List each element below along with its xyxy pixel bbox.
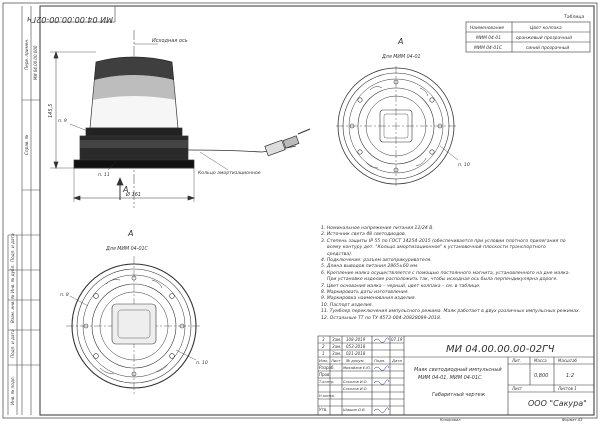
label-ref: Справ. №: [24, 134, 29, 155]
note-6: 6. Крепление маяка осуществляется с помощью постоянного магнита, установленного на дне маяка.: [321, 270, 571, 276]
view-arrow-label: A: [123, 185, 129, 194]
note-4: 4. Подключение: разъем автоприкуривателя.: [321, 258, 432, 264]
rev-header-3: Подп.: [374, 358, 386, 363]
designation: МИ 04.00.00.00-02ГЧ: [446, 344, 555, 355]
role-6-person: Шашин О.В.: [343, 408, 366, 412]
rev-row-3-type: Зам.: [332, 351, 342, 356]
rev-row-2-num: 2: [322, 344, 325, 349]
diameter-dim: Ø 161: [126, 192, 142, 198]
product-name-3: Габаритный чертеж: [432, 392, 486, 398]
table-caption: Таблица: [564, 15, 585, 20]
rev-row-3-num: 1: [322, 351, 325, 356]
note-10: 10. Паспорт изделия.: [321, 302, 374, 308]
label-sign-date: Подп. и дата: [10, 233, 15, 262]
top-stamp: МИ 04.00.00.00-02Гч: [26, 15, 113, 24]
first-use-value: МИ 04.00.00.000: [33, 45, 38, 80]
role-5: Н.контр.: [319, 394, 336, 398]
footer-copied: Копировал: [440, 418, 461, 422]
product-name-1: Маяк светодиодный импульсный: [414, 367, 502, 373]
role-6: Утв.: [319, 407, 328, 412]
ring-label: Кольцо амортизационное: [198, 171, 261, 176]
side-view: [50, 30, 310, 208]
rev-row-1-type: Зам.: [332, 337, 342, 342]
footer-format: Формат А3: [562, 418, 583, 422]
mass-value: 0,800: [534, 373, 549, 379]
col-mass: Масса: [534, 358, 547, 363]
note-9: 9. Маркировка наименования изделия.: [321, 296, 417, 302]
role-1-person: Михайлов Е.Ю.: [343, 366, 372, 370]
role-4-person: Соколов И.О.: [343, 387, 368, 391]
table-row-1-color: оранжевый прозрачный: [516, 36, 572, 41]
signatures: [374, 338, 389, 413]
note-7: 7. Цвет основания маяка – черный, цвет колпака – см. в таблице.: [321, 283, 481, 289]
view-a-top-callout-10: п. 10: [458, 163, 470, 168]
role-3-person: Соколов И.О.: [343, 380, 368, 384]
note-2: 2. Источник света 48 светодиодов.: [321, 232, 407, 238]
callout-11: п. 11: [98, 173, 110, 178]
label-inv-replace: Взам. инв. №: [10, 294, 15, 323]
role-3: Т.контр.: [319, 380, 335, 384]
label-first-use: Перв. примен.: [24, 38, 29, 70]
sheets-label: Листов 1: [558, 386, 577, 391]
rev-header-0: Изм.: [319, 358, 328, 363]
rev-row-1-num: 3: [322, 337, 325, 342]
rev-row-2-doc: 053-2018: [346, 344, 366, 349]
roles: [319, 365, 371, 412]
view-a-top-subtitle: Для МИМ 04-01: [382, 55, 421, 60]
col-lit: Лит.: [512, 358, 522, 363]
note-3: 3. Степень защиты IP 55 по ГОСТ 14254-2015 (обеспечивается при условии плотного прилегания по: [321, 238, 566, 244]
rev-header-1: Лист: [331, 358, 341, 363]
rev-header-4: Дата: [392, 358, 402, 363]
col-scale: Масштаб: [558, 358, 578, 363]
rev-row-2-type: Зам.: [332, 344, 342, 349]
technical-notes: [321, 226, 591, 322]
view-a-bottom-callout-10: п. 10: [196, 361, 208, 366]
height-dim: 145,5: [48, 103, 54, 118]
scale-value: 1:2: [566, 373, 575, 379]
note-3-cont-2: средства).: [327, 251, 353, 257]
table-row-2-color: синий прозрачный: [526, 46, 570, 51]
view-a-top-title: A: [398, 37, 404, 46]
role-1: Разраб.: [319, 365, 335, 370]
outer-frame: [3, 3, 597, 418]
rev-row-1-date: 07.19: [391, 337, 403, 342]
note-5: 5. Длина выводов питания 2865±60 мм.: [321, 264, 419, 270]
product-name-2: МИМ 04-01, МИМ 04-01С: [418, 375, 482, 381]
callout-9: п. 9: [58, 119, 67, 124]
note-6-cont: При установке изделие расположить так, чтобы исходная ось была перпендикулярна дороге.: [327, 277, 558, 283]
table-row-1-name: МИМ 04-01: [476, 36, 502, 41]
rev-row-3-doc: 021-2018: [346, 351, 366, 356]
note-11: 11. Тумблер переключения импульсного режима. Маяк работает в двух различных импульсных режимах.: [321, 309, 581, 315]
table-row-2-name: МИМ 04-01С: [474, 46, 503, 51]
label-sign-date-2: Подп. и дата: [10, 329, 15, 358]
sheet-label: Лист: [512, 386, 523, 391]
view-a-bottom-subtitle: Для МИМ 04-01С: [106, 247, 148, 252]
role-2: Пров.: [319, 372, 331, 377]
label-inv-dub: Инв. № дубл.: [10, 264, 15, 293]
view-a-bottom-title: A: [128, 229, 134, 238]
rev-row-1-doc: 108-2019: [346, 337, 366, 342]
label-inv-orig: Инв. № подл.: [10, 376, 15, 405]
view-a-bottom-callout-8: п. 8: [60, 293, 69, 298]
table-header-name: Наименование: [470, 26, 505, 31]
note-1: 1. Номинальное напряжение питания 12/24 В.: [321, 226, 434, 231]
note-3-cont: всему контуру дет. "Кольцо амортизационное" к установочной плоскости транспортного: [327, 245, 546, 251]
axis-label: Исходная ось: [152, 38, 188, 44]
note-8: 8. Маркировать даты изготовления.: [321, 290, 409, 296]
rev-header-2: № докум.: [346, 358, 365, 363]
table-header-color: Цвет колпака: [530, 26, 562, 31]
view-a-bottom-drawing: [66, 256, 202, 394]
note-12: 12. Остальные ТТ по ТУ 4573-004-20828089-2018.: [321, 315, 442, 321]
view-a-top-drawing: [336, 66, 458, 186]
company-name: ООО "Сакура": [528, 399, 587, 408]
